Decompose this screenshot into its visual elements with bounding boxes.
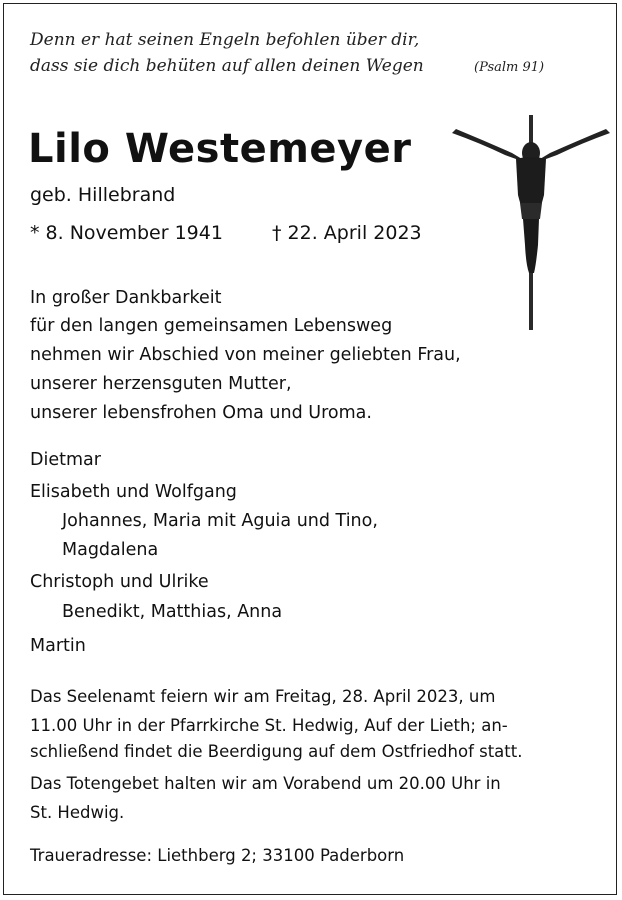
service-line-4: Das Totengebet halten wir am Vorabend um 20.00 Uhr in [30, 774, 501, 793]
message-line-2: für den langen gemeinsamen Lebensweg [30, 316, 393, 336]
verse-line-2: dass sie dich behüten auf allen deinen Wegen [30, 56, 424, 76]
maiden-name: geb. Hillebrand [30, 184, 176, 206]
mourner-2-children-2: Magdalena [62, 540, 159, 560]
message-line-5: unserer lebensfrohen Oma und Uroma. [30, 403, 372, 423]
death-date: † 22. April 2023 [272, 222, 422, 244]
service-line-5: St. Hedwig. [30, 803, 125, 822]
service-line-3: schließend findet die Beerdigung auf dem Ostfriedhof statt. [30, 742, 523, 761]
mourner-2-children-1: Johannes, Maria mit Aguia und Tino, [62, 511, 378, 531]
mourner-2: Elisabeth und Wolfgang [30, 482, 237, 502]
deceased-name: Lilo Westemeyer [28, 126, 412, 172]
verse-reference: (Psalm 91) [474, 60, 545, 75]
mourning-address: Traueradresse: Liethberg 2; 33100 Paderborn [30, 846, 405, 865]
service-line-1: Das Seelenamt feiern wir am Freitag, 28. April 2023, um [30, 687, 496, 706]
verse-line-1: Denn er hat seinen Engeln befohlen über dir, [30, 30, 420, 50]
birth-date: * 8. November 1941 [30, 222, 223, 244]
message-line-1: In großer Dankbarkeit [30, 288, 222, 308]
service-line-2: 11.00 Uhr in der Pfarrkirche St. Hedwig, Auf der Lieth; an- [30, 716, 508, 735]
message-line-3: nehmen wir Abschied von meiner geliebten Frau, [30, 345, 461, 365]
crucifix-icon [450, 115, 612, 330]
message-line-4: unserer herzensguten Mutter, [30, 374, 292, 394]
mourner-1: Dietmar [30, 450, 101, 470]
mourner-3: Christoph und Ulrike [30, 572, 209, 592]
mourner-4: Martin [30, 636, 86, 656]
mourner-3-children: Benedikt, Matthias, Anna [62, 602, 283, 622]
